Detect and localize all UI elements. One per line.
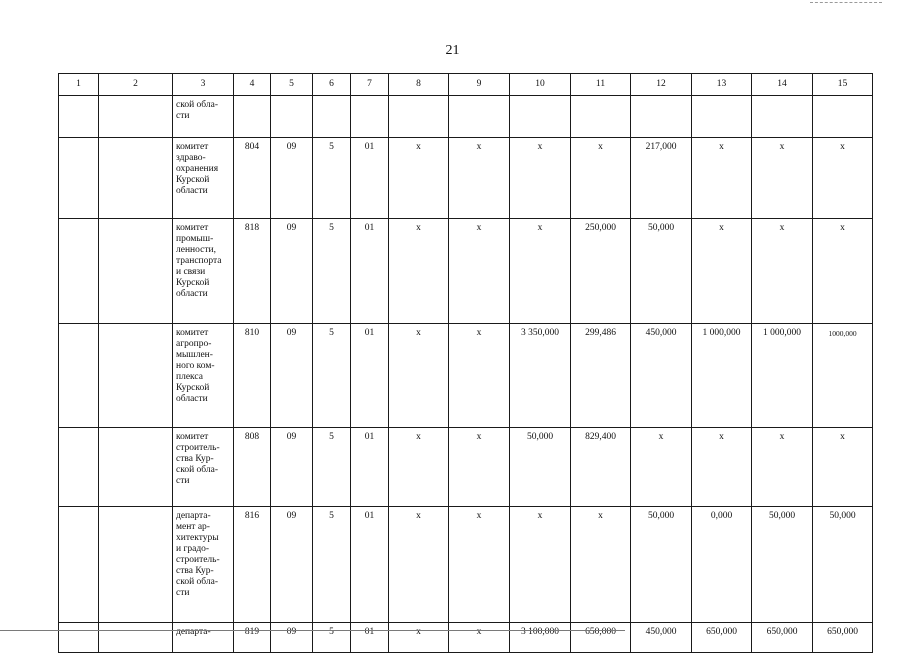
value-cell: 50,000 <box>631 219 692 324</box>
value-cell <box>813 96 873 138</box>
column-number-cell: 6 <box>313 74 351 96</box>
value-cell: х <box>692 138 752 219</box>
empty-cell <box>59 96 99 138</box>
value-cell: 09 <box>271 138 313 219</box>
value-cell: 819 <box>234 623 271 653</box>
value-cell: 50,000 <box>752 507 813 623</box>
value-cell: х <box>389 623 449 653</box>
value-cell: 50,000 <box>631 507 692 623</box>
value-cell: х <box>571 138 631 219</box>
value-cell <box>631 96 692 138</box>
value-cell: 5 <box>313 428 351 507</box>
value-cell: 09 <box>271 507 313 623</box>
value-cell: х <box>449 324 510 428</box>
value-cell <box>389 96 449 138</box>
column-number-cell: 4 <box>234 74 271 96</box>
column-number-cell: 2 <box>99 74 173 96</box>
value-cell: 250,000 <box>571 219 631 324</box>
column-number-cell: 12 <box>631 74 692 96</box>
value-cell: х <box>692 219 752 324</box>
column-number-cell: 5 <box>271 74 313 96</box>
value-cell <box>752 96 813 138</box>
scan-artifact-bottom <box>0 630 625 632</box>
recipient-name-cell: департа- <box>173 623 234 653</box>
recipient-name-cell: комитет промыш- ленности, транспорта и связи Курской области <box>173 219 234 324</box>
empty-cell <box>99 623 173 653</box>
value-cell: 5 <box>313 138 351 219</box>
column-number-row <box>59 74 873 96</box>
column-number-cell: 14 <box>752 74 813 96</box>
value-cell: х <box>449 219 510 324</box>
empty-cell <box>59 219 99 324</box>
value-cell: х <box>510 507 571 623</box>
value-cell: х <box>813 219 873 324</box>
value-cell: х <box>389 138 449 219</box>
value-cell: х <box>813 428 873 507</box>
column-number-cell: 11 <box>571 74 631 96</box>
value-cell: х <box>752 219 813 324</box>
column-number-cell: 7 <box>351 74 389 96</box>
empty-cell <box>99 428 173 507</box>
value-cell: 650,000 <box>813 623 873 653</box>
value-cell: х <box>389 219 449 324</box>
column-number-cell: 15 <box>813 74 873 96</box>
value-cell: 09 <box>271 219 313 324</box>
page-number: 21 <box>445 43 460 58</box>
table-row <box>59 507 873 623</box>
value-cell <box>271 96 313 138</box>
empty-cell <box>99 96 173 138</box>
table-row <box>59 324 873 428</box>
empty-cell <box>99 219 173 324</box>
table-row <box>59 428 873 507</box>
value-cell: 01 <box>351 623 389 653</box>
empty-cell <box>59 623 99 653</box>
value-cell: 01 <box>351 138 389 219</box>
value-cell: 01 <box>351 324 389 428</box>
value-cell: х <box>813 138 873 219</box>
value-cell: 299,486 <box>571 324 631 428</box>
value-cell: 808 <box>234 428 271 507</box>
value-cell <box>692 96 752 138</box>
value-cell: 5 <box>313 507 351 623</box>
value-cell: х <box>571 507 631 623</box>
value-cell <box>510 96 571 138</box>
value-cell: 450,000 <box>631 324 692 428</box>
empty-cell <box>99 507 173 623</box>
value-cell: 50,000 <box>813 507 873 623</box>
column-number-cell: 10 <box>510 74 571 96</box>
column-number-cell: 13 <box>692 74 752 96</box>
value-cell: 1000,000 <box>813 324 873 428</box>
table-row <box>59 219 873 324</box>
table-row <box>59 623 873 653</box>
column-number-cell: 1 <box>59 74 99 96</box>
value-cell: х <box>449 623 510 653</box>
empty-cell <box>99 324 173 428</box>
empty-cell <box>59 428 99 507</box>
value-cell: 829,400 <box>571 428 631 507</box>
value-cell: 50,000 <box>510 428 571 507</box>
value-cell: 5 <box>313 324 351 428</box>
value-cell <box>313 96 351 138</box>
table-body <box>59 74 873 653</box>
value-cell <box>449 96 510 138</box>
value-cell: х <box>449 428 510 507</box>
empty-cell <box>99 138 173 219</box>
recipient-name-cell: комитет здраво- охранения Курской области <box>173 138 234 219</box>
value-cell: х <box>510 219 571 324</box>
value-cell: 09 <box>271 623 313 653</box>
value-cell: х <box>631 428 692 507</box>
value-cell: х <box>510 138 571 219</box>
value-cell: х <box>449 138 510 219</box>
value-cell: 5 <box>313 623 351 653</box>
scan-artifact-top <box>810 2 882 4</box>
value-cell: х <box>389 324 449 428</box>
value-cell: 01 <box>351 428 389 507</box>
value-cell: 804 <box>234 138 271 219</box>
value-cell: 3 100,000 <box>510 623 571 653</box>
value-cell: 818 <box>234 219 271 324</box>
value-cell: 1 000,000 <box>752 324 813 428</box>
value-cell: х <box>752 428 813 507</box>
value-cell <box>571 96 631 138</box>
recipient-name-cell: ской обла- сти <box>173 96 234 138</box>
table-row <box>59 138 873 219</box>
table-row <box>59 96 873 138</box>
value-cell: 650,000 <box>752 623 813 653</box>
value-cell <box>234 96 271 138</box>
value-cell: х <box>389 428 449 507</box>
budget-table <box>58 73 873 653</box>
value-cell: 450,000 <box>631 623 692 653</box>
column-number-cell: 3 <box>173 74 234 96</box>
value-cell: 01 <box>351 219 389 324</box>
empty-cell <box>59 507 99 623</box>
value-cell: 09 <box>271 324 313 428</box>
value-cell <box>351 96 389 138</box>
empty-cell <box>59 324 99 428</box>
value-cell: 09 <box>271 428 313 507</box>
recipient-name-cell: комитет агропро- мышлен- ного ком- плекса Курской области <box>173 324 234 428</box>
value-cell: х <box>449 507 510 623</box>
value-cell: 816 <box>234 507 271 623</box>
value-cell: 650,000 <box>692 623 752 653</box>
value-cell: 810 <box>234 324 271 428</box>
value-cell: х <box>389 507 449 623</box>
column-number-cell: 9 <box>449 74 510 96</box>
value-cell: 1 000,000 <box>692 324 752 428</box>
value-cell: 5 <box>313 219 351 324</box>
recipient-name-cell: комитет строитель- ства Кур- ской обла- сти <box>173 428 234 507</box>
value-cell: 217,000 <box>631 138 692 219</box>
recipient-name-cell: департа- мент ар- хитектуры и градо- строитель- ства Кур- ской обла- сти <box>173 507 234 623</box>
value-cell: 650,000 <box>571 623 631 653</box>
empty-cell <box>59 138 99 219</box>
value-cell: х <box>752 138 813 219</box>
value-cell: 0,000 <box>692 507 752 623</box>
value-cell: 3 350,000 <box>510 324 571 428</box>
column-number-cell: 8 <box>389 74 449 96</box>
value-cell: х <box>692 428 752 507</box>
value-cell: 01 <box>351 507 389 623</box>
